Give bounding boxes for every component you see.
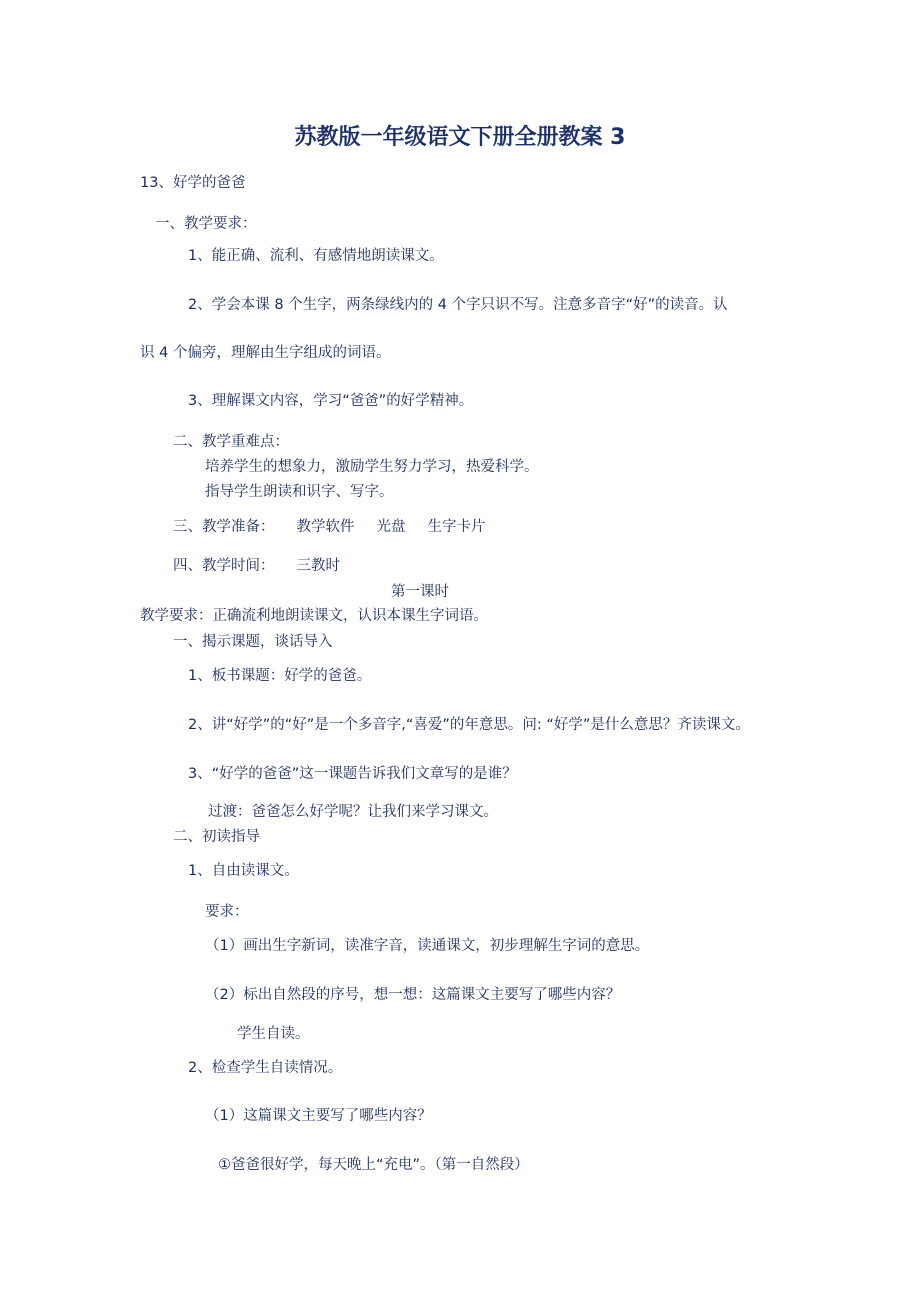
part2-check1: （1）这篇课文主要写了哪些内容？: [205, 1108, 432, 1124]
first-period-heading: 第一课时: [391, 584, 449, 600]
section3-line: [173, 517, 486, 537]
part1-step2: 2、讲“好学”的“好”是一个多音字,“喜爱”的年意思。问: “好学”是什么意思？齐读课文。: [188, 717, 750, 733]
part2-self-read: 学生自读。: [237, 1026, 310, 1042]
section2-heading: 二、教学重难点：: [173, 434, 289, 450]
part2-step2: 2、检查学生自读情况。: [188, 1060, 343, 1076]
section1-item1: 1、能正确、流利、有感情地朗读课文。: [188, 248, 444, 264]
section3-heading: 三、教学准备：: [173, 519, 275, 535]
part2-req2: （2）标出自然段的序号，想一想：这篇课文主要写了哪些内容？: [205, 987, 621, 1003]
first-period-requirement: 教学要求：正确流利地朗读课文，认识本课生字词语。: [140, 608, 488, 624]
part1-transition: 过渡：爸爸怎么好学呢？让我们来学习课文。: [208, 804, 498, 820]
section2-point1: 培养学生的想象力，激励学生努力学习，热爱科学。: [205, 459, 539, 475]
part1-heading: 一、揭示课题，谈话导入: [173, 634, 333, 650]
part2-heading: 二、初读指导: [173, 829, 260, 845]
part2-req1: （1）画出生字新词，读准字音，读通课文，初步理解生字词的意思。: [205, 938, 650, 954]
section4-heading: 四、教学时间：: [173, 558, 275, 574]
part1-step1: 1、板书课题：好学的爸爸。: [188, 668, 372, 684]
section3-tool1: 教学软件: [296, 519, 355, 535]
section2-point2: 指导学生朗读和识字、写字。: [205, 484, 394, 500]
section1-item2-line2: 识 4 个偏旁，理解由生字组成的词语。: [140, 345, 391, 361]
part2-answer1: ①爸爸很好学，每天晚上“充电”。（第一自然段）: [218, 1157, 529, 1173]
section3-tool3: 生字卡片: [427, 519, 486, 535]
part2-requirement-label: 要求：: [205, 904, 249, 920]
section4-value: 三教时: [296, 558, 340, 574]
document-title: 苏教版一年级语文下册全册教案 3: [294, 125, 626, 150]
section1-item2-line1: 2、学会本课 8 个生字，两条绿线内的 4 个字只识不写。注意多音字“好”的读音。认: [188, 297, 728, 313]
lesson-heading: 13、好学的爸爸: [140, 175, 246, 191]
section3-tool2: 光盘: [376, 519, 406, 535]
section4-line: [173, 556, 340, 576]
section1-heading: 一、教学要求：: [155, 216, 257, 232]
part1-step3: 3、“好学的爸爸”这一课题告诉我们文章写的是谁？: [188, 766, 517, 782]
section1-item3: 3、理解课文内容，学习“爸爸”的好学精神。: [188, 393, 474, 409]
part2-step1: 1、自由读课文。: [188, 863, 299, 879]
